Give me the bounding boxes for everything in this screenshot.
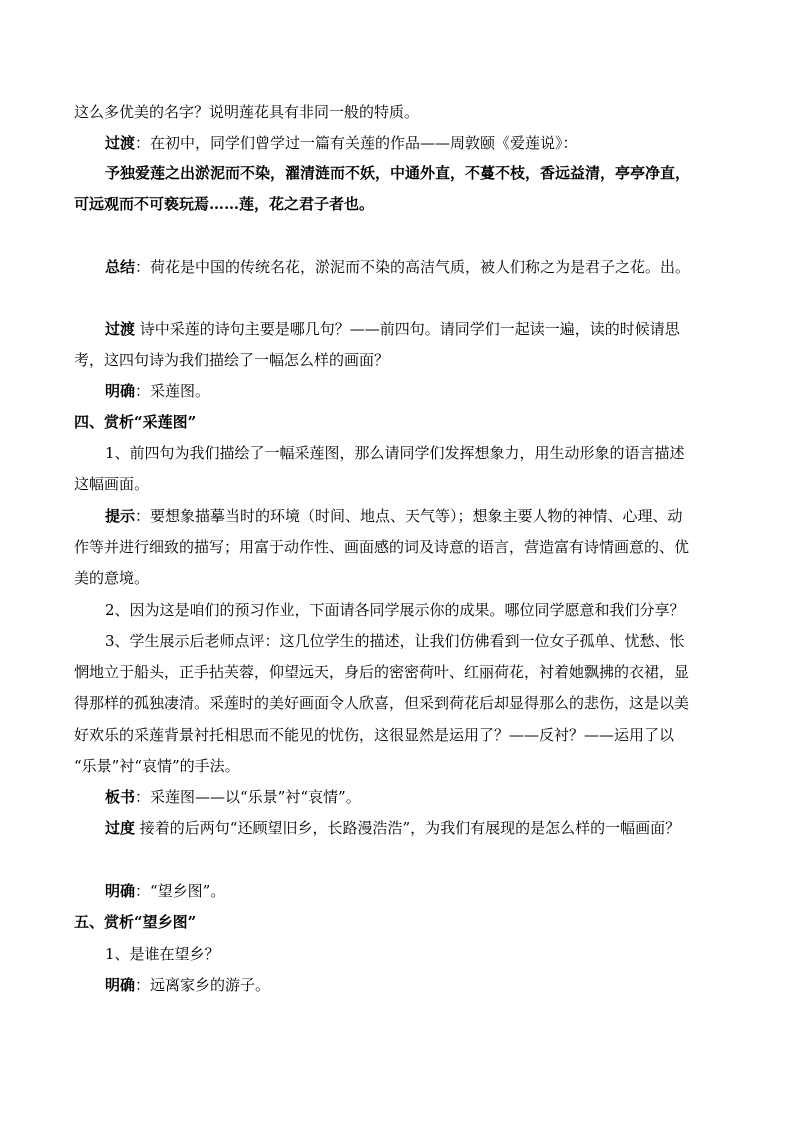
- paragraph-text: ：远离家乡的游子。: [135, 976, 271, 994]
- text-line: 作等并进行细致的描写；用富于动作性、画面感的词及诗意的语言，营造富有诗情画意的、优: [74, 538, 690, 556]
- paragraph-transition: [0, 319, 794, 339]
- paragraph-transition: [0, 133, 794, 153]
- label-clarify: 明确: [105, 882, 136, 900]
- paragraph-text: ：荷花是中国的传统名花，淤泥而不染的高洁气质，被人们称之为是君子之花。出。: [135, 258, 691, 276]
- text-line: 得那样的孤独凄清。采莲时的美好画面令人欣喜，但采到荷花后却显得那么的悲伤，这是以美: [74, 694, 690, 712]
- label-clarify: 明确: [105, 382, 136, 400]
- paragraph-summary: [0, 257, 794, 277]
- paragraph-text: ：“望乡图”。: [135, 882, 226, 900]
- paragraph-clarify: [0, 881, 794, 901]
- paragraph-clarify: [0, 975, 794, 995]
- paragraph-text: ：采莲图。: [135, 382, 211, 400]
- label-board: 板书: [105, 788, 136, 806]
- paragraph-text: ：在初中，同学们曾学过一篇有关莲的作品——周敦颐《爱莲说》：: [135, 134, 578, 152]
- quote-line: 可远观而不可亵玩焉……莲，花之君子者也。: [74, 195, 375, 213]
- text-line: 这么多优美的名字？说明莲花具有非同一般的特质。: [74, 103, 420, 121]
- paragraph-text: ：要想象描摹当时的环境（时间、地点、天气等）；想象主要人物的神情、心理、动: [135, 507, 683, 525]
- section-heading: 五、赏析“望乡图”: [74, 913, 197, 931]
- label-clarify: 明确: [105, 976, 136, 994]
- paragraph-text: ：采莲图——以“乐景”衬“哀情”。: [135, 788, 361, 806]
- text-line: “乐景”衬“哀情”的手法。: [74, 757, 240, 775]
- section-heading: 四、赏析“采莲图”: [74, 413, 197, 431]
- text-line: 惘地立于船头，正手拈芙蓉，仰望远天，身后的密密荷叶、红丽荷花，衬着她飘拂的衣裙，显: [74, 663, 690, 681]
- paragraph-text: 接着的后两句“还顾望旧乡，长路漫浩浩”，为我们有展现的是怎么样的一幅画面？: [135, 819, 681, 837]
- paragraph-transition: [0, 818, 794, 838]
- text-line: 2、因为这是咱们的预习作业，下面请各同学展示你的成果。哪位同学愿意和我们分享？: [105, 601, 685, 619]
- text-line: 3、学生展示后老师点评：这几位学生的描述，让我们仿佛看到一位女子孤单、忧愁、怅: [105, 632, 685, 650]
- label-transition: 过渡: [105, 320, 136, 338]
- text-line: 好欢乐的采莲背景衬托相思而不能见的忧伤，这很显然是运用了？——反衬？——运用了以: [74, 726, 675, 744]
- label-transition: 过度: [105, 819, 136, 837]
- text-line: 1、是谁在望乡？: [105, 945, 220, 963]
- label-summary: 总结: [105, 258, 136, 276]
- text-line: 美的意境。: [74, 569, 150, 587]
- label-hint: 提示: [105, 507, 136, 525]
- paragraph-text: 诗中采莲的诗句主要是哪几句？——前四句。请同学们一起读一遍，读的时候请思: [135, 320, 680, 338]
- text-line: 这幅画面。: [74, 475, 150, 493]
- label-transition: 过渡: [105, 134, 136, 152]
- paragraph-hint: [0, 506, 794, 526]
- paragraph-board: [0, 787, 794, 807]
- text-line: 考，这四句诗为我们描绘了一幅怎么样的画面？: [74, 351, 390, 369]
- quote-line: 予独爱莲之出淤泥而不染，濯清涟而不妖，中通外直，不蔓不枝，香远益清，亭亭净直，: [105, 164, 691, 182]
- paragraph-clarify: [0, 381, 794, 401]
- text-line: 1、前四句为我们描绘了一幅采莲图，那么请同学们发挥想象力，用生动形象的语言描述: [105, 444, 685, 462]
